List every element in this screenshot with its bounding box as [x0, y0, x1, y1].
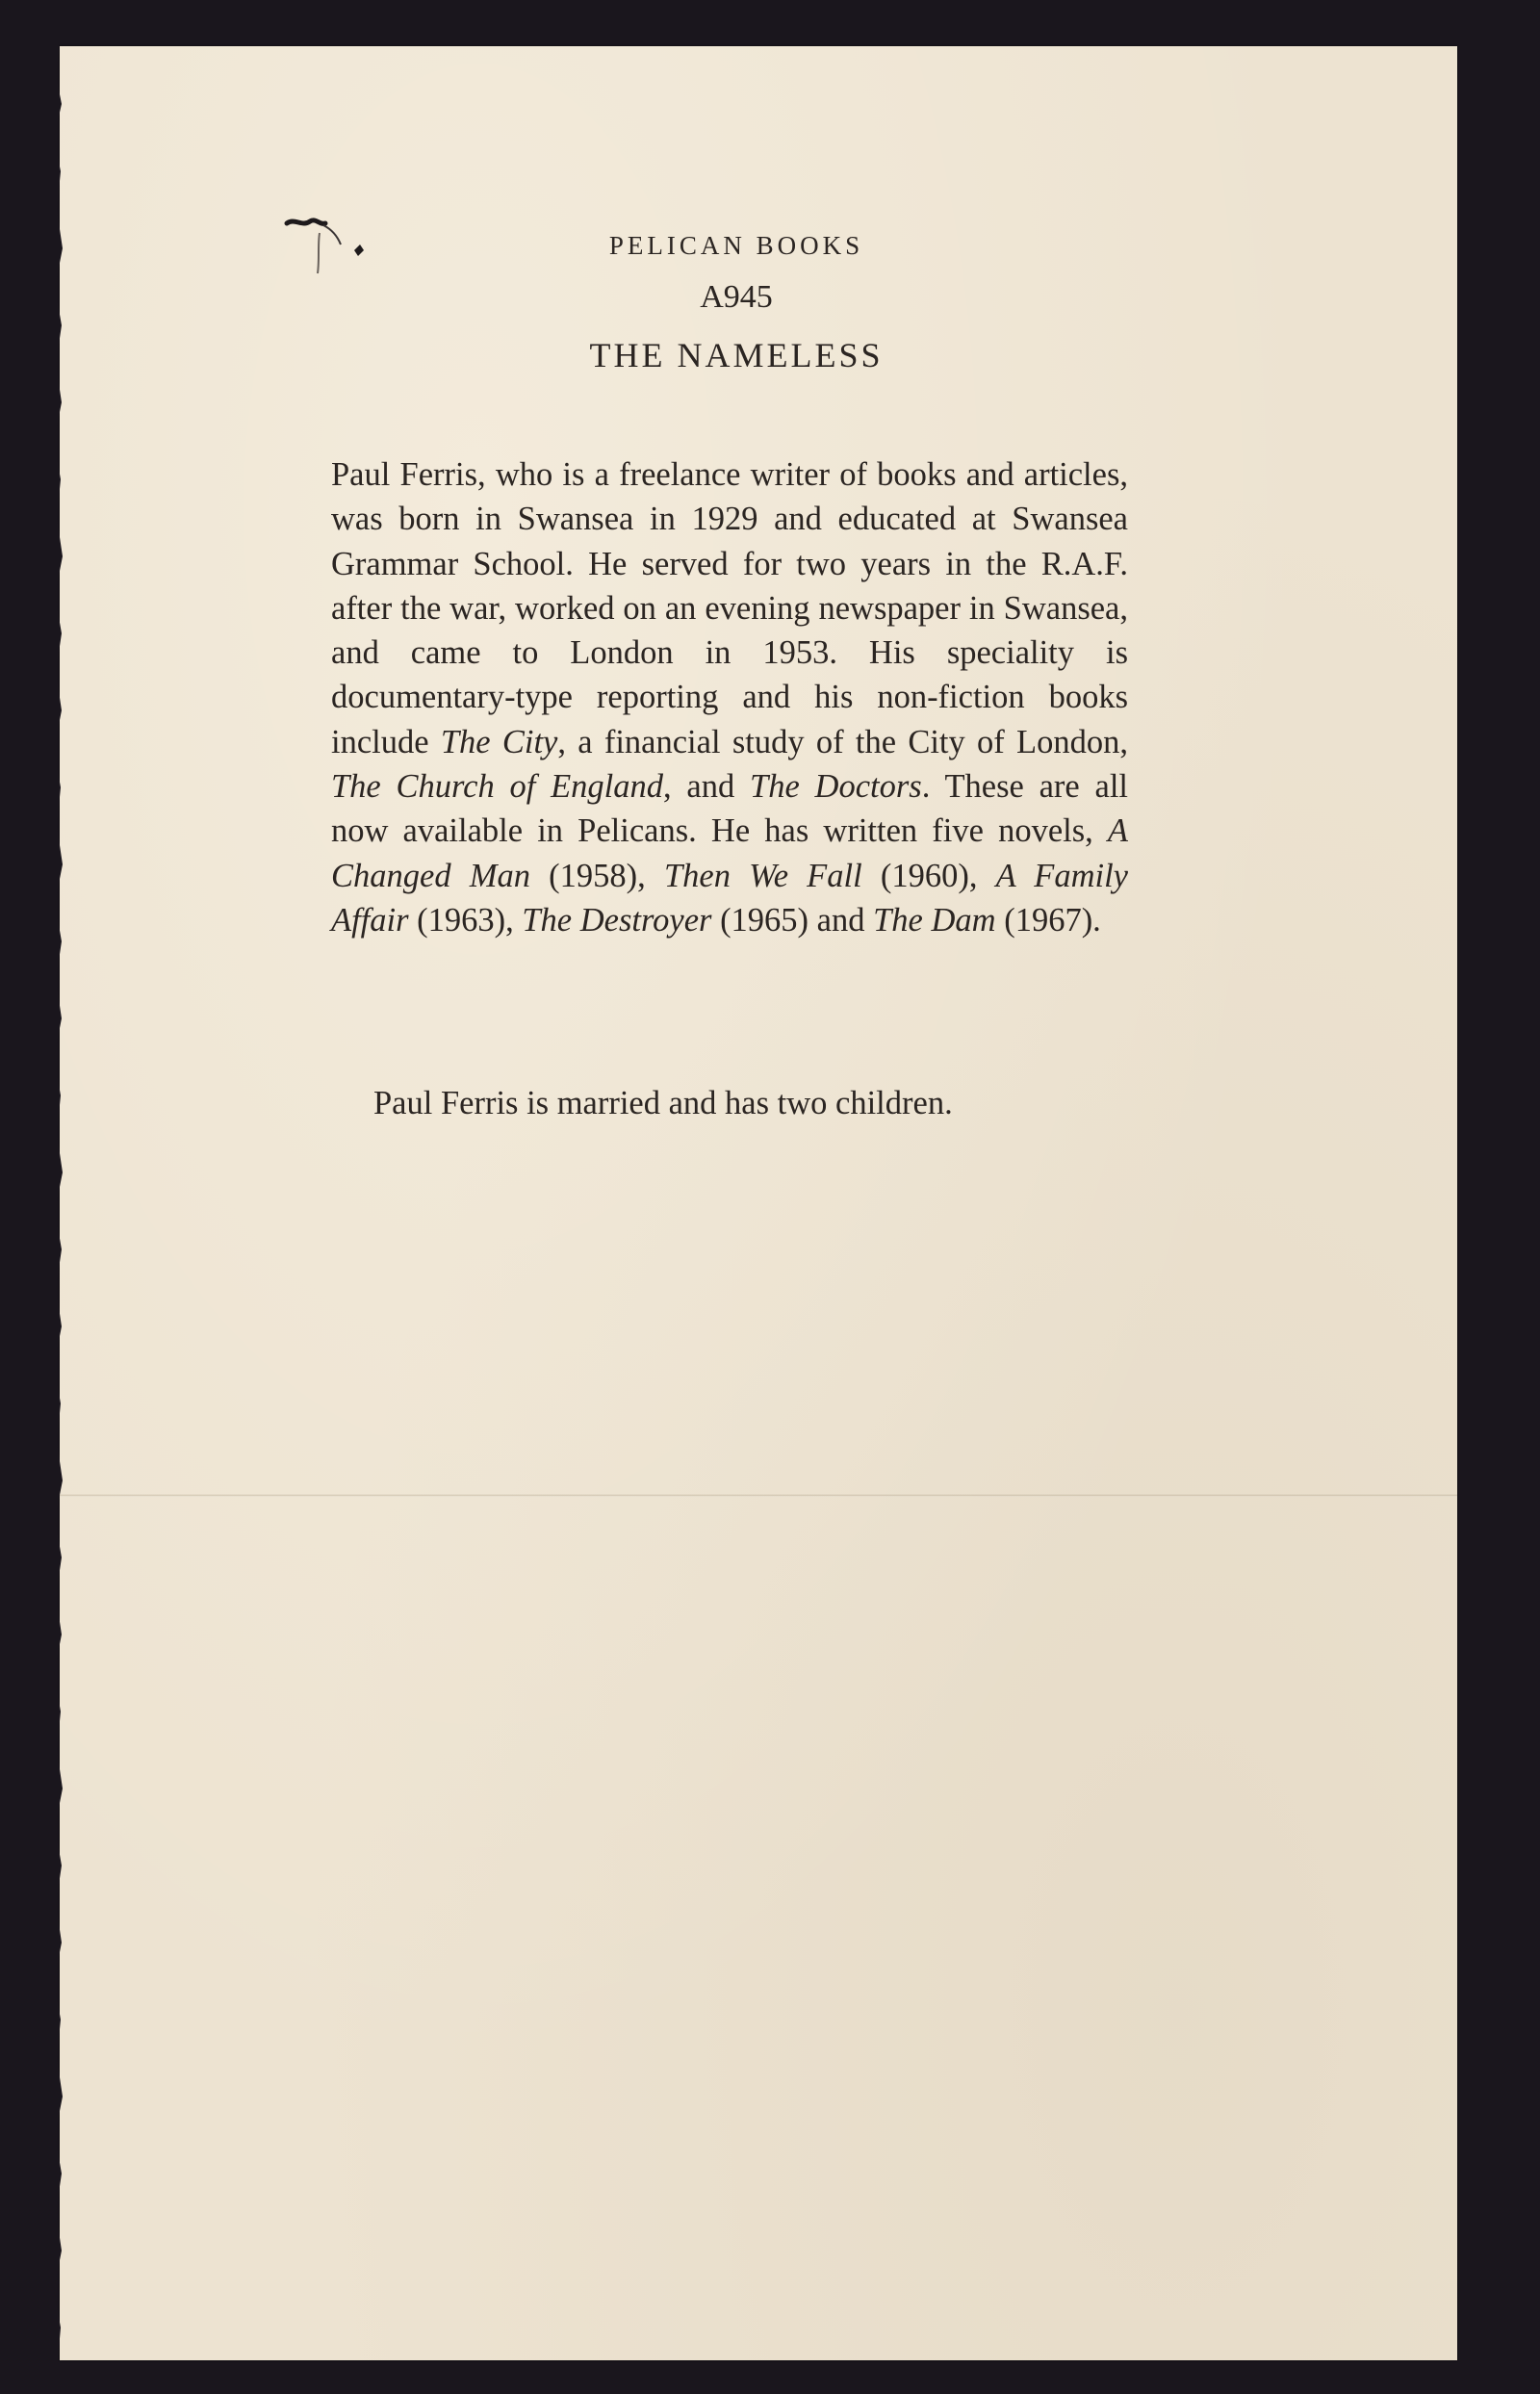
series-name: PELICAN BOOKS	[608, 231, 864, 260]
book-title-church-of-england: The Church of England	[331, 768, 664, 806]
bio-text: , and	[663, 768, 751, 806]
book-title-the-city: The City	[440, 723, 558, 760]
bio-text: (1965) and	[711, 901, 874, 939]
bio-text: (1963),	[408, 901, 523, 939]
bio-text: , a financial study of the City of London,	[557, 723, 1128, 760]
novel-title-a-changed-man: A Changed Man	[331, 812, 1128, 894]
novel-title-then-we-fall: Then We Fall	[663, 857, 862, 894]
author-family-note: Paul Ferris is married and has two children.	[373, 1085, 953, 1121]
bio-text: (1960),	[861, 857, 996, 894]
novel-title-the-dam: The Dam	[873, 901, 996, 939]
book-title-the-doctors: The Doctors	[750, 768, 922, 806]
book-number: A945	[700, 279, 773, 315]
book-title: THE NAMELESS	[589, 336, 884, 374]
fold-crease	[60, 1494, 1457, 1497]
bio-text: (1967).	[995, 901, 1101, 939]
book-page	[60, 46, 1457, 2360]
bio-text: . These are all now available in Pelicans. He has written five novels,	[331, 768, 1128, 850]
novel-title-a-family-affair: A Family Affair	[331, 857, 1128, 939]
novel-title-the-destroyer: The Destroyer	[522, 901, 712, 939]
bio-text: (1958),	[530, 857, 664, 894]
author-biography	[331, 452, 1128, 942]
torn-page-edge	[50, 46, 71, 2360]
bio-text: Paul Ferris, who is a freelance writer of books and articles, was born in Swansea in 1929 and educated at Swansea Grammar School. He served for two years in the R.A.F. after the war, worked on an evening newspaper in Swansea, and came to London in 1953. His speciality is documentary-type reporting and his non-fiction books include	[331, 456, 1128, 760]
